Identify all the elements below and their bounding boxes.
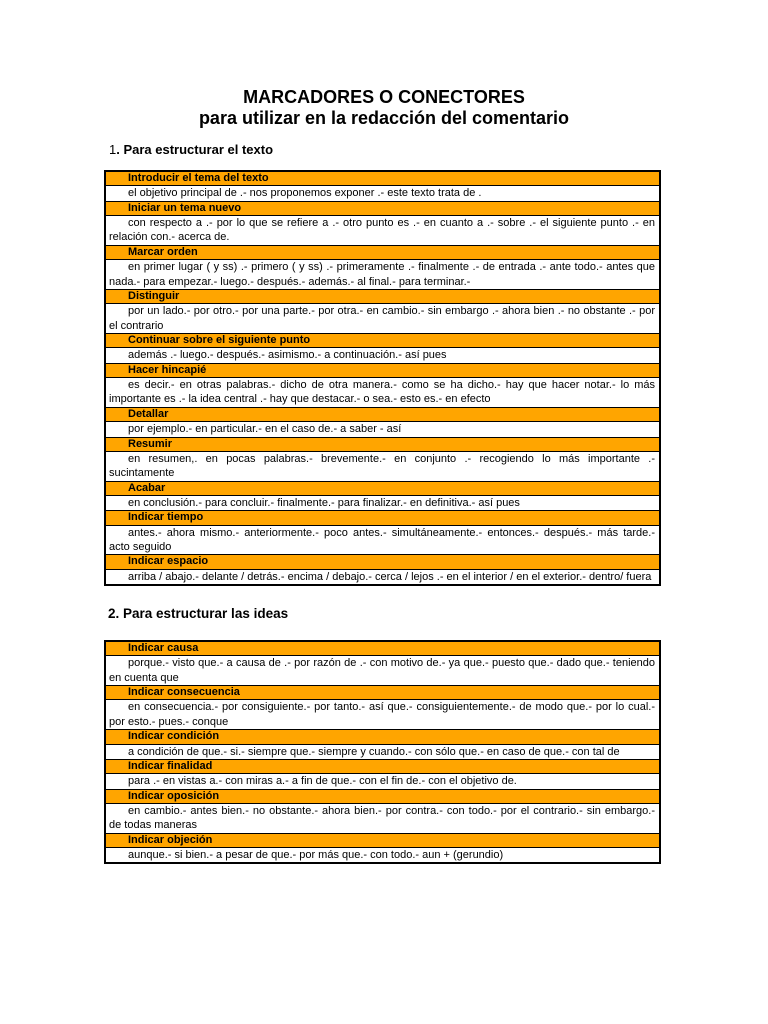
connectors-row	[105, 525, 660, 555]
connectors-row	[105, 700, 660, 730]
category-label: Indicar tiempo	[105, 511, 660, 525]
category-row	[105, 511, 660, 525]
category-row	[105, 833, 660, 847]
connectors-text: el objetivo principal de .- nos proponemos exponer .- este texto trata de .	[105, 186, 660, 201]
category-row	[105, 555, 660, 569]
connectors-text: en cambio.- antes bien.- no obstante.- ahora bien.- por contra.- con todo.- por el contrario.- sin embargo.- de todas maneras	[105, 803, 660, 833]
connectors-row	[105, 774, 660, 789]
category-label: Resumir	[105, 437, 660, 451]
category-label: Iniciar un tema nuevo	[105, 201, 660, 215]
category-label: Marcar orden	[105, 245, 660, 259]
connectors-row	[105, 348, 660, 363]
category-label: Distinguir	[105, 289, 660, 303]
connectors-row	[105, 186, 660, 201]
connectors-row	[105, 422, 660, 437]
category-row	[105, 641, 660, 656]
connectors-row	[105, 495, 660, 510]
connectors-text: porque.- visto que.- a causa de .- por razón de .- con motivo de.- ya que.- puesto que.- dado que.- teniendo en cuenta que	[105, 656, 660, 686]
section-1-number: 1	[109, 142, 117, 157]
connectors-text: aunque.- si bien.- a pesar de que.- por más que.- con todo.- aun + (gerundio)	[105, 848, 660, 864]
connectors-text: por un lado.- por otro.- por una parte.- por otra.- en cambio.- sin embargo .- ahora bien .- no obstante .- por el contrario	[105, 304, 660, 334]
category-label: Hacer hincapié	[105, 363, 660, 377]
connectors-row	[105, 260, 660, 290]
connectors-text: además .- luego.- después.- asimismo.- a continuación.- así pues	[105, 348, 660, 363]
category-label: Indicar espacio	[105, 555, 660, 569]
connectors-row	[105, 744, 660, 759]
connectors-text: en primer lugar ( y ss) .- primero ( y ss) .- primeramente .- finalmente .- de entrada .- ante todo.- antes que nada.- para empezar.- luego.- después.- además.- al final.- para terminar.-	[105, 260, 660, 290]
connectors-row	[105, 451, 660, 481]
connectors-table-idea-structure	[104, 640, 661, 864]
connectors-row	[105, 848, 660, 864]
connectors-row	[105, 216, 660, 246]
document-title: MARCADORES O CONECTORES	[243, 87, 525, 107]
connectors-text: con respecto a .- por lo que se refiere a .- otro punto es .- en cuanto a .- sobre .- el siguiente punto .- en relación con.- acerca de.	[105, 216, 660, 246]
category-row	[105, 481, 660, 495]
category-row	[105, 730, 660, 744]
section-1-title: . Para estructurar el texto	[116, 142, 274, 157]
category-label: Introducir el tema del texto	[105, 171, 660, 186]
connectors-text: en consecuencia.- por consiguiente.- por tanto.- así que.- consiguientemente.- de modo que.- por lo cual.- por esto.- pues.- conque	[105, 700, 660, 730]
category-row	[105, 437, 660, 451]
category-label: Indicar oposición	[105, 789, 660, 803]
connectors-text: antes.- ahora mismo.- anteriormente.- poco antes.- simultáneamente.- entonces.- después.- más tarde.- acto seguido	[105, 525, 660, 555]
connectors-text: es decir.- en otras palabras.- dicho de otra manera.- como se ha dicho.- hay que hacer notar.- lo más importante es .- la idea central .- hay que destacar.- o sea.- esto es.- en efecto	[105, 378, 660, 408]
category-row	[105, 334, 660, 348]
category-row	[105, 686, 660, 700]
category-label: Indicar condición	[105, 730, 660, 744]
connectors-row	[105, 304, 660, 334]
connectors-row	[105, 378, 660, 408]
section-1-heading	[109, 142, 273, 158]
connectors-text: en resumen,. en pocas palabras.- brevemente.- en conjunto .- recogiendo lo más importante .- sucintamente	[105, 451, 660, 481]
category-row	[105, 289, 660, 303]
category-label: Indicar causa	[105, 641, 660, 656]
category-row	[105, 759, 660, 773]
category-label: Indicar finalidad	[105, 759, 660, 773]
category-row	[105, 363, 660, 377]
connectors-row	[105, 803, 660, 833]
category-row	[105, 201, 660, 215]
connectors-table-text-structure	[104, 170, 661, 586]
category-label: Acabar	[105, 481, 660, 495]
section-2-heading: 2. Para estructurar las ideas	[108, 606, 289, 621]
connectors-text: arriba / abajo.- delante / detrás.- encima / debajo.- cerca / lejos .- en el interior / en el exterior.- dentro/ fuera	[105, 569, 660, 585]
connectors-text: para .- en vistas a.- con miras a.- a fin de que.- con el fin de.- con el objetivo de.	[105, 774, 660, 789]
category-label: Continuar sobre el siguiente punto	[105, 334, 660, 348]
connectors-text: a condición de que.- si.- siempre que.- siempre y cuando.- con sólo que.- en caso de que.- con tal de	[105, 744, 660, 759]
connectors-row	[105, 569, 660, 585]
category-label: Detallar	[105, 407, 660, 421]
document-subtitle: para utilizar en la redacción del comentario	[198, 108, 570, 128]
category-row	[105, 789, 660, 803]
connectors-text: en conclusión.- para concluir.- finalmente.- para finalizar.- en definitiva.- así pues	[105, 495, 660, 510]
connectors-row	[105, 656, 660, 686]
category-row	[105, 171, 660, 186]
category-label: Indicar consecuencia	[105, 686, 660, 700]
category-row	[105, 407, 660, 421]
category-row	[105, 245, 660, 259]
connectors-text: por ejemplo.- en particular.- en el caso de.- a saber - así	[105, 422, 660, 437]
category-label: Indicar objeción	[105, 833, 660, 847]
